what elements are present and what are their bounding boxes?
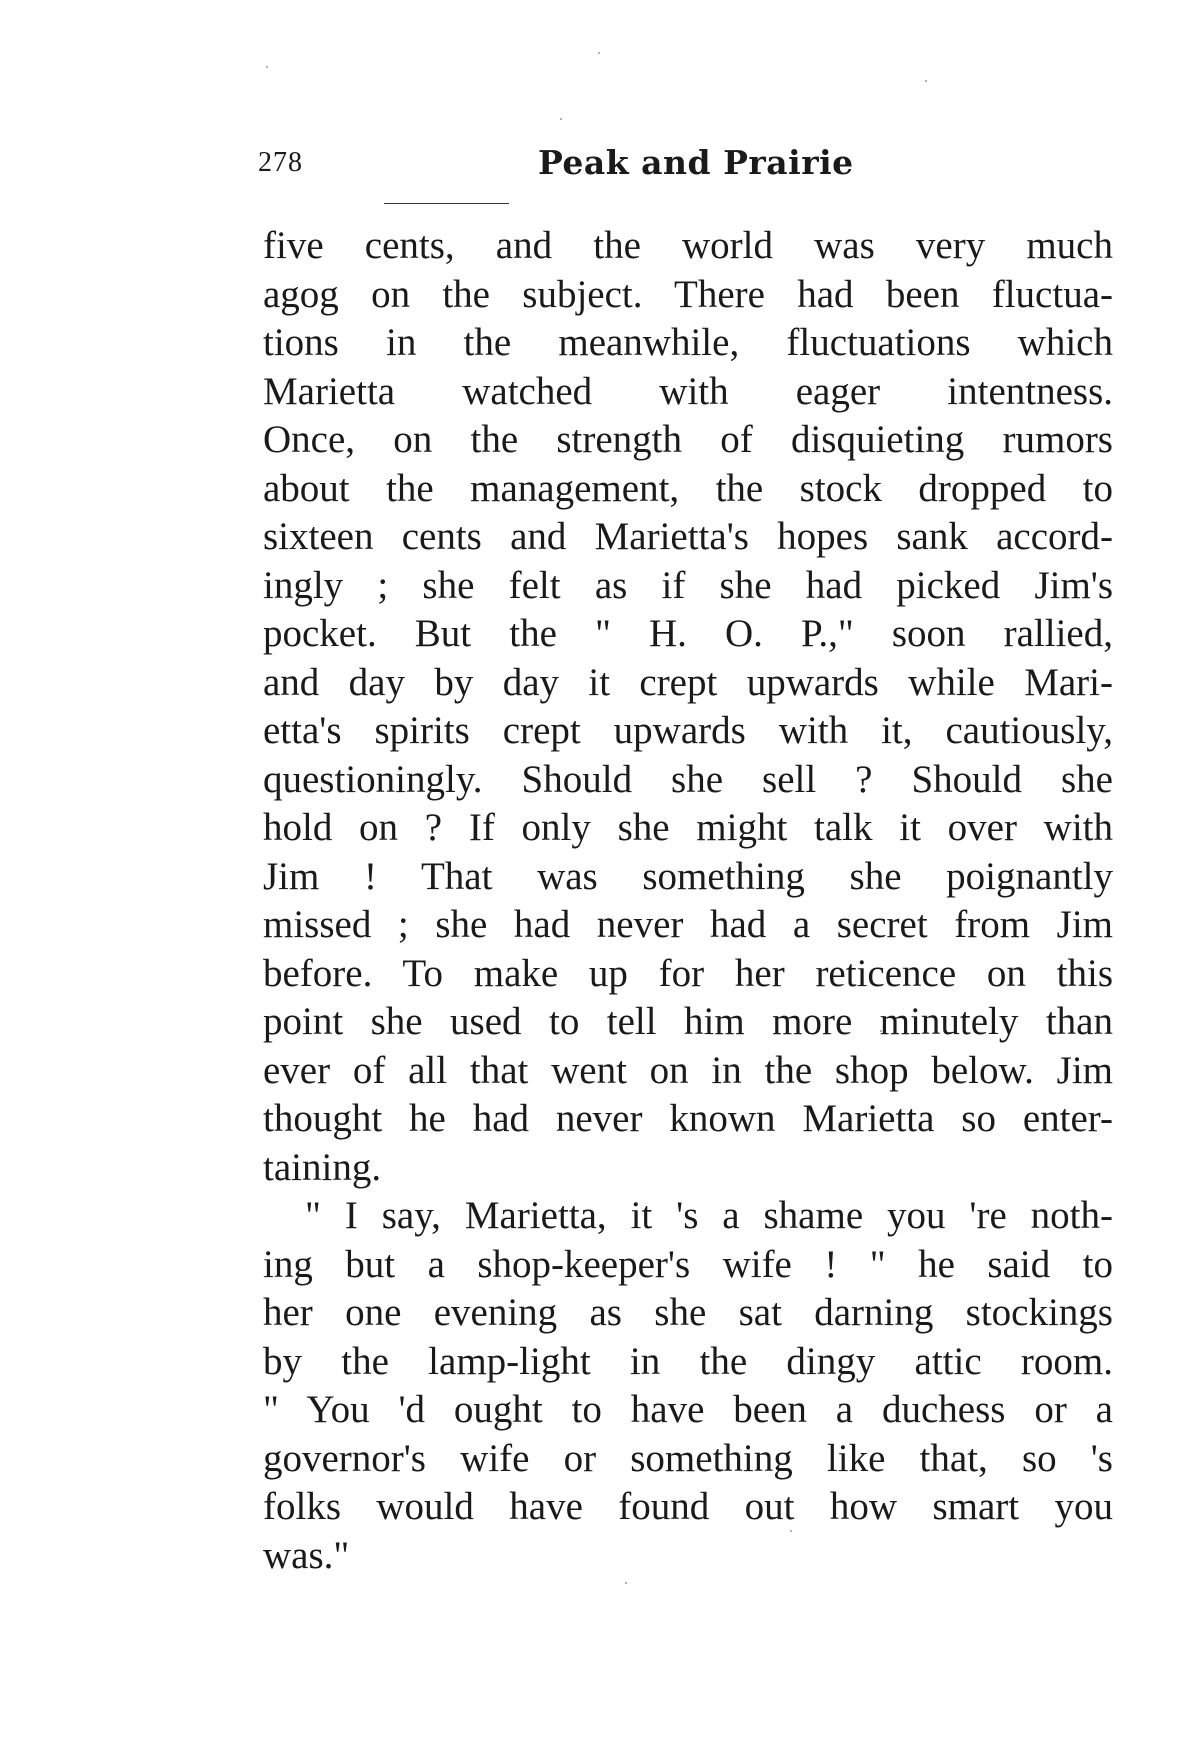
text-line: Marietta watched with eager intentness. [263, 369, 1113, 413]
paper-speck [598, 52, 600, 54]
text-line: and day by day it crept upwards while Mari- [263, 660, 1113, 704]
text-line: questioningly. Should she sell ? Should she [263, 757, 1113, 801]
text-line: folks would have found out how smart you [263, 1485, 1113, 1528]
paper-speck [560, 118, 562, 120]
page-header [258, 143, 1128, 193]
body-text [263, 222, 1113, 1580]
text-line: ing but a shop-keeper's wife ! " he said to [263, 1242, 1113, 1286]
text-line: missed ; she had never had a secret from Jim [263, 903, 1113, 946]
text-line: Once, on the strength of disquieting rumors [263, 418, 1113, 461]
header-rule [384, 203, 509, 204]
text-line: taining. [263, 1145, 382, 1189]
text-line: was." [263, 1533, 350, 1577]
text-line: thought he had never known Marietta so enter- [263, 1097, 1113, 1140]
text-line: tions in the meanwhile, fluctuations which [263, 321, 1113, 364]
text-line: five cents, and the world was very much [263, 224, 1113, 267]
text-line: her one evening as she sat darning stockings [263, 1291, 1113, 1334]
paper-speck [625, 1582, 627, 1584]
text-line: sixteen cents and Marietta's hopes sank accord- [263, 515, 1113, 558]
paper-speck [925, 80, 927, 82]
text-line: before. To make up for her reticence on this [263, 951, 1113, 995]
text-line: about the management, the stock dropped to [263, 466, 1113, 510]
text-line: pocket. But the " H. O. P.," soon rallied, [263, 612, 1113, 655]
text-line: hold on ? If only she might talk it over with [263, 806, 1113, 849]
text-line: ever of all that went on in the shop below. Jim [263, 1048, 1113, 1092]
paper-speck [266, 66, 268, 68]
text-line: agog on the subject. There had been fluctua- [263, 272, 1113, 316]
text-line: Jim ! That was something she poignantly [263, 854, 1113, 898]
page-number: 278 [258, 147, 303, 178]
text-line: etta's spirits crept upwards with it, cautiously, [263, 709, 1113, 752]
text-line: governor's wife or something like that, so 's [263, 1436, 1113, 1480]
text-line: " I say, Marietta, it 's a shame you 're noth- [305, 1194, 1113, 1237]
text-line: point she used to tell him more minutely than [263, 1000, 1113, 1043]
text-line: " You 'd ought to have been a duchess or a [263, 1388, 1113, 1431]
running-title: Peak and Prairie [538, 143, 854, 182]
text-line: ingly ; she felt as if she had picked Jim's [263, 563, 1113, 607]
text-line: by the lamp-light in the dingy attic room. [263, 1339, 1113, 1383]
